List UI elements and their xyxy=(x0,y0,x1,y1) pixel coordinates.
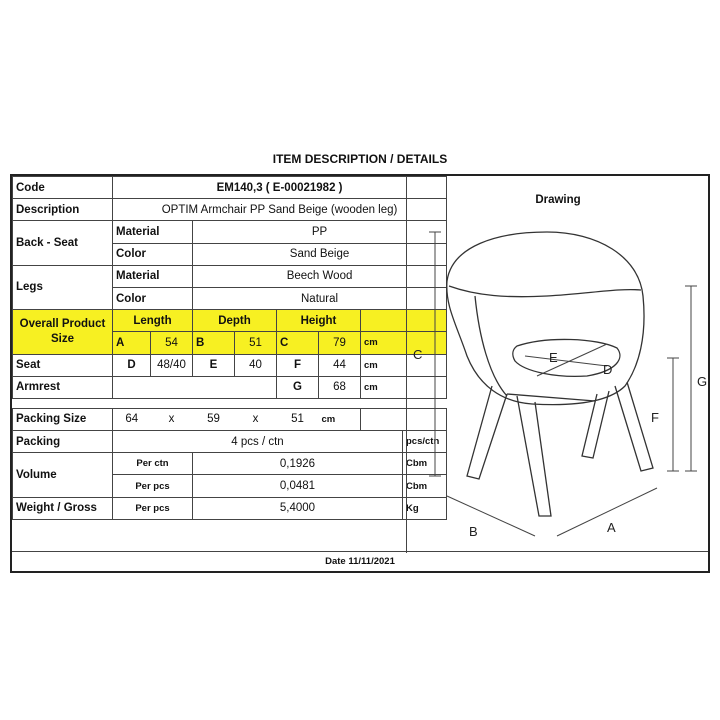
volume-label: Volume xyxy=(13,453,113,497)
packing-x1: x xyxy=(151,408,193,430)
dim-g-label: G xyxy=(697,374,708,389)
dim-b-value: 51 xyxy=(235,332,277,354)
packing-size-row xyxy=(13,408,447,430)
description-row xyxy=(13,199,447,221)
dim-a-letter: A xyxy=(113,332,151,354)
dim-f-value: 44 xyxy=(319,354,361,376)
code-row xyxy=(13,177,447,199)
volume-per-pcs-value: 0,0481 xyxy=(193,475,403,497)
document-title: ITEM DESCRIPTION / DETAILS xyxy=(272,152,448,166)
seat-unit: cm xyxy=(361,354,447,376)
dim-e-letter: E xyxy=(193,354,235,376)
overall-unit: cm xyxy=(361,332,447,354)
weight-value: 5,4000 xyxy=(193,497,403,519)
dim-g-value: 68 xyxy=(319,376,361,398)
dim-g-letter: G xyxy=(277,376,319,398)
back-seat-material-row xyxy=(13,221,447,243)
weight-label: Weight / Gross xyxy=(13,497,113,519)
overall-header-row xyxy=(13,310,447,332)
dim-e-label: E xyxy=(549,350,558,365)
packing-height: 51 xyxy=(277,408,319,430)
legs-label: Legs xyxy=(13,265,113,309)
legs-color-value: Natural xyxy=(193,287,447,309)
code-value: EM140,3 ( E-00021982 ) xyxy=(113,177,447,199)
dim-b-label: B xyxy=(469,524,478,539)
packing-row xyxy=(13,431,447,453)
armrest-unit: cm xyxy=(361,376,447,398)
depth-header: Depth xyxy=(193,310,277,332)
volume-per-pcs-label: Per pcs xyxy=(113,475,193,497)
dim-d-letter: D xyxy=(113,354,151,376)
dim-f-letter: F xyxy=(277,354,319,376)
volume-per-ctn-label: Per ctn xyxy=(113,453,193,475)
packing-size-unit: cm xyxy=(319,408,361,430)
back-seat-material-label: Material xyxy=(113,221,193,243)
armrest-row xyxy=(13,376,447,398)
overall-size-label: Overall Product Size xyxy=(13,310,113,354)
volume-per-ctn-row xyxy=(13,453,447,475)
spec-sheet xyxy=(10,174,710,573)
dim-a-value: 54 xyxy=(151,332,193,354)
date-footer: Date 11/11/2021 xyxy=(12,551,708,572)
code-label: Code xyxy=(13,177,113,199)
dim-b-letter: B xyxy=(193,332,235,354)
back-seat-material-value: PP xyxy=(193,221,447,243)
height-header: Height xyxy=(277,310,361,332)
length-header: Length xyxy=(113,310,193,332)
back-seat-label: Back - Seat xyxy=(13,221,113,265)
seat-row xyxy=(13,354,447,376)
spec-table xyxy=(12,176,447,520)
packing-length: 64 xyxy=(113,408,151,430)
volume-unit-ctn: Cbm xyxy=(403,453,447,475)
dim-d-label: D xyxy=(603,362,613,377)
weight-unit: Kg xyxy=(403,497,447,519)
packing-size-label: Packing Size xyxy=(13,408,113,430)
weight-row xyxy=(13,497,447,519)
description-label: Description xyxy=(13,199,113,221)
back-seat-color-label: Color xyxy=(113,243,193,265)
volume-unit-pcs: Cbm xyxy=(403,475,447,497)
spacer-cell xyxy=(13,398,447,408)
armrest-blank xyxy=(113,376,277,398)
dim-f-label: F xyxy=(651,410,659,425)
dim-e-value: 40 xyxy=(235,354,277,376)
drawing-label: Drawing xyxy=(535,194,581,206)
armrest-label: Armrest xyxy=(13,376,113,398)
packing-label: Packing xyxy=(13,431,113,453)
dim-d-value: 48/40 xyxy=(151,354,193,376)
packing-value: 4 pcs / ctn xyxy=(113,431,403,453)
legs-material-label: Material xyxy=(113,265,193,287)
legs-material-row xyxy=(13,265,447,287)
drawing-panel xyxy=(406,176,709,553)
spacer-row xyxy=(13,398,447,408)
dim-c-value: 79 xyxy=(319,332,361,354)
back-seat-color-value: Sand Beige xyxy=(193,243,447,265)
description-value: OPTIM Armchair PP Sand Beige (wooden leg) xyxy=(113,199,447,221)
dim-c-label: C xyxy=(413,347,423,362)
packing-width: 59 xyxy=(193,408,235,430)
seat-label: Seat xyxy=(13,354,113,376)
packing-unit: pcs/ctn xyxy=(403,431,447,453)
volume-per-ctn-value: 0,1926 xyxy=(193,453,403,475)
dim-a-label: A xyxy=(607,520,616,535)
dim-c-letter: C xyxy=(277,332,319,354)
weight-per-pcs-label: Per pcs xyxy=(113,497,193,519)
legs-color-label: Color xyxy=(113,287,193,309)
chair-drawing xyxy=(407,226,709,546)
legs-material-value: Beech Wood xyxy=(193,265,447,287)
packing-x2: x xyxy=(235,408,277,430)
